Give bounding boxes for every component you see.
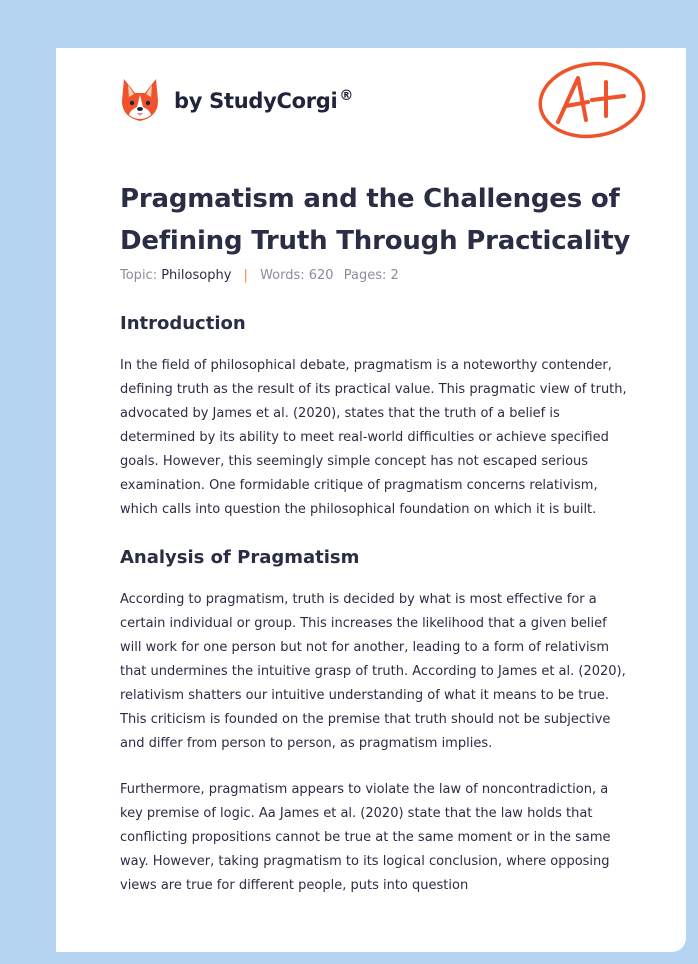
- essay-card: [56, 48, 686, 952]
- essay-meta: [120, 268, 399, 283]
- a-plus-grade-stamp: [536, 60, 648, 140]
- paragraph: In the field of philosophical debate, pragmatism is a noteworthy contender, defining truth as the result of its practical value. This pragmatic view of truth, advocated by James et al. (2020), states that the truth of a belief is determined by its ability to meet real-world difficulties or achieve specified goals. However, this seemingly simple concept has not escaped serious examination. One formidable critique of pragmatism concerns relativism, which calls into question the philosophical foundation on which it is built.: [120, 358, 627, 517]
- corgi-icon: [120, 77, 160, 123]
- topic-link[interactable]: Philosophy: [161, 268, 232, 283]
- paragraph: According to pragmatism, truth is decided by what is most effective for a certain individual or group. This increases the likelihood that a given belief will work for one person but not for another, leading to a form of relativism that undermines the intuitive grasp of truth. According to James et al. (2020), relativism shatters our intuitive understanding of what it means to be true. This criticism is founded on the premise that truth should not be subjective and differ from person to person, as pragmatism implies.: [120, 592, 626, 751]
- brand-name: by StudyCorgi ®: [174, 87, 354, 113]
- paragraph: Furthermore, pragmatism appears to violate the law of noncontradiction, a key premise of logic. Aa James et al. (2020) state that the law holds that conflicting propositions cannot be true at the same moment or in the same way. However, taking pragmatism to its logical conclusion, where opposing views are true for different people, puts into question: [120, 782, 611, 893]
- word-count: Words: 620: [260, 268, 334, 283]
- page-count: Pages: 2: [343, 268, 399, 283]
- section-heading-analysis: Analysis of Pragmatism: [120, 547, 360, 568]
- section-heading-introduction: Introduction: [120, 313, 246, 334]
- essay-body: [120, 310, 632, 920]
- studycorgi-logo[interactable]: [120, 76, 353, 124]
- meta-separator: |: [243, 268, 248, 283]
- registered-mark: ®: [339, 87, 354, 104]
- essay-title: Pragmatism and the Challenges of Defining Truth Through Practicality: [120, 184, 631, 256]
- topic-label: Topic:: [120, 268, 158, 283]
